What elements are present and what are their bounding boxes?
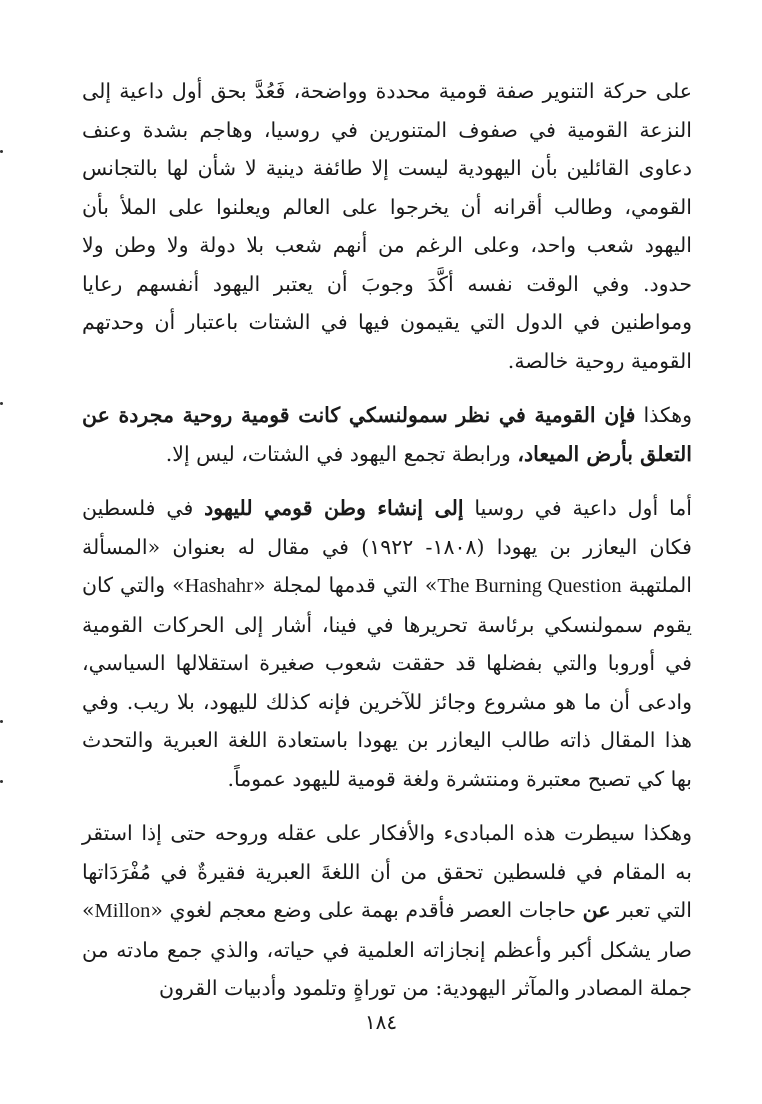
- paragraph-4-segment-3: حاجات العصر فأقدم بهمة على وضع معجم لغوي «: [150, 898, 583, 922]
- paragraph-3-bold-segment: إلى إنشاء وطن قومي لليهود: [204, 496, 464, 520]
- paragraph-2-bold-segment: فإن القومية في نظر سمولنسكي كانت قومية روحية مجردة عن التعلق بأرض الميعاد،: [82, 403, 692, 466]
- page-body: [82, 72, 692, 1008]
- paragraph-2: [82, 396, 692, 473]
- paragraph-1: [82, 72, 692, 380]
- paragraph-4: [82, 814, 692, 1008]
- paragraph-4-bold-segment: عن: [582, 898, 611, 922]
- paragraph-3-segment-5: » التي قدمها لمجلة «: [252, 573, 438, 597]
- paragraph-1-text: على حركة التنوير صفة قومية محددة وواضحة، فَعُدَّ بحق أول داعية إلى النزعة القومية في صفوف المتنورين في روسيا، وهاجم بشدة وعنف دعاوى القائلين بأن اليهودية ليست إلا طائفة دينية لا شأن لها بالتجانس القومي، وطالب أقرانه أن يخرجوا على العالم ويعلنوا على الملأ بأن اليهود شعب واحد، وعلى الرغم من أنهم شعب بلا دولة ولا وطن ولا حدود. وفي الوقت نفسه أكَّدَ وجوبَ أن يعتبر اليهود أنفسهم رعايا ومواطنين في الدول التي يقيمون فيها في الشتات باعتبار أن وحدتهم القومية روحية خالصة.: [82, 79, 692, 373]
- paragraph-3-latin-journal: Hashahr: [184, 575, 253, 597]
- paragraph-4-segment-5: » صار يشكل أكبر وأعظم إنجازاته العلمية في حياته، والذي جمع مادته من جملة المصادر والمآثر اليهودية: من توراةٍ وتلمود وأدبيات القرون: [82, 898, 692, 1000]
- paragraph-4-latin-dictionary: Millon: [94, 900, 151, 922]
- paragraph-4-segment-1: وهكذا سيطرت هذه المبادىء والأفكار على عقله وروحه حتى إذا استقر به المقام في فلسطين تحقق من أن اللغةَ العبرية فقيرةٌ في مُفْرَدَاتها التي تعبر: [82, 821, 692, 922]
- scan-edge-mark: [0, 780, 3, 783]
- scan-edge-mark: [0, 402, 3, 405]
- paragraph-2-segment-3: ورابطة تجمع اليهود في الشتات، ليس إلا.: [165, 441, 518, 466]
- paragraph-3-segment-7: » والتي كان يقوم سمولنسكي برئاسة تحريرها في فينا، أشار إلى الحركات القومية في أوروبا والتي بفضلها قد حققت شعوب صغيرة استقلالها السياسي، وادعى أن ما هو مشروع وجائز للآخرين فإنه كذلك لليهود، بلا ريب. وفي هذا المقال ذاته طالب اليعازر بن يهودا باستعادة اللغة العبرية والتحدث بها كي تصبح معتبرة ومنتشرة ولغة قومية لليهود عموماً.: [82, 573, 692, 791]
- paragraph-3-segment-1: أما أول داعية في روسيا: [463, 496, 692, 520]
- paragraph-3: [82, 489, 692, 798]
- paragraph-3-segment-3: في فلسطين فكان اليعازر بن يهودا (١٨٠٨- ١٩٢٢) في مقال له بعنوان «المسألة الملتهبة: [82, 496, 692, 597]
- scan-edge-mark: [0, 150, 3, 153]
- paragraph-2-segment-1: وهكذا: [635, 403, 692, 427]
- page-number: ١٨٤: [364, 1010, 398, 1034]
- scan-edge-mark: [0, 720, 3, 723]
- paragraph-3-latin-title: The Burning Question: [437, 575, 622, 597]
